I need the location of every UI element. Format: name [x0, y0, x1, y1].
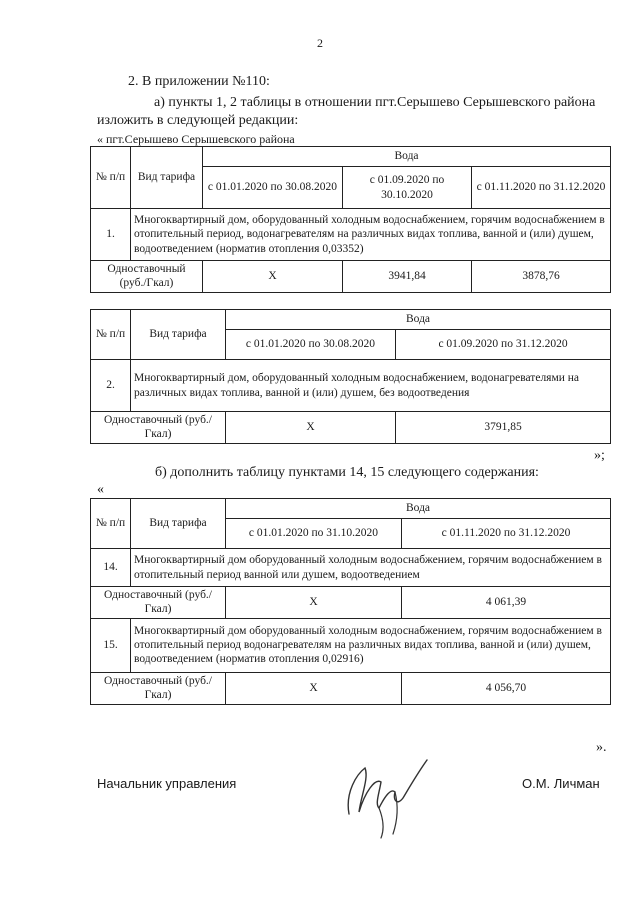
tariff-table-1	[90, 146, 611, 293]
row-1-value-3: 3878,76	[472, 261, 611, 293]
row-14-num: 14.	[91, 549, 131, 587]
signer-name: О.М. Личман	[522, 776, 600, 791]
header-water: Вода	[203, 147, 611, 167]
period-3: с 01.11.2020 по 31.12.2020	[472, 167, 611, 209]
row-2-description: Многоквартирный дом, оборудованный холодным водоснабжением, водонагревателями на различных видах топлива, ванной и (или) душем, без водоотведения	[131, 360, 611, 412]
row-2-tariff-type: Одноставочный (руб./Гкал)	[91, 412, 226, 444]
signer-title: Начальник управления	[97, 776, 237, 791]
period-1: с 01.01.2020 по 30.08.2020	[226, 330, 396, 360]
tariff-table-2	[90, 309, 611, 444]
header-num: № п/п	[91, 499, 131, 549]
handwritten-signature	[335, 752, 445, 842]
row-14-description: Многоквартирный дом оборудованный холодным водоснабжением, горячим водоснабжением в отопительный период ванной или душем, водоотведением	[131, 549, 611, 587]
period-2: с 01.09.2020 по 31.12.2020	[396, 330, 611, 360]
header-tariff: Вид тарифа	[131, 499, 226, 549]
header-water: Вода	[226, 310, 611, 330]
header-tariff: Вид тарифа	[131, 310, 226, 360]
row-14-value-2: 4 061,39	[402, 587, 611, 619]
row-1-value-2: 3941,84	[343, 261, 472, 293]
row-14-value-1: Х	[226, 587, 402, 619]
tariff-table-3	[90, 498, 611, 705]
row-2-value-2: 3791,85	[396, 412, 611, 444]
header-water: Вода	[226, 499, 611, 519]
row-15-value-1: Х	[226, 672, 402, 704]
header-tariff: Вид тарифа	[131, 147, 203, 209]
row-15-num: 15.	[91, 618, 131, 672]
period-1: с 01.01.2020 по 30.08.2020	[203, 167, 343, 209]
row-1-value-1: Х	[203, 261, 343, 293]
row-14-tariff-type: Одноставочный (руб./Гкал)	[91, 587, 226, 619]
closing-quote-2: ».	[596, 740, 607, 755]
row-1-num: 1.	[91, 209, 131, 261]
row-15-tariff-type: Одноставочный (руб./Гкал)	[91, 672, 226, 704]
period-2: с 01.09.2020 по 30.10.2020	[343, 167, 472, 209]
closing-quote-1: »;	[594, 448, 605, 463]
period-2: с 01.11.2020 по 31.12.2020	[402, 519, 611, 549]
item-b: б) дополнить таблицу пунктами 14, 15 следующего содержания:	[155, 465, 539, 480]
row-2-num: 2.	[91, 360, 131, 412]
header-num: № п/п	[91, 310, 131, 360]
row-1-description: Многоквартирный дом, оборудованный холодным водоснабжением, горячим водоснабжением в отопительный период, водонагревателям на различных видах топлива, ванной и (или) душем, водоотведением (норматив отопления 0,03352)	[131, 209, 611, 261]
item-a-line2: изложить в следующей редакции:	[97, 113, 299, 128]
row-1-tariff-type: Одноставочный (руб./Гкал)	[91, 261, 203, 293]
table1-caption: « пгт.Серышево Серышевского района	[97, 132, 295, 146]
item-a-line1: а) пункты 1, 2 таблицы в отношении пгт.Серышево Серышевского района	[154, 95, 596, 110]
item-2-heading: 2. В приложении №110:	[128, 74, 270, 89]
row-15-description: Многоквартирный дом оборудованный холодным водоснабжением, горячим водоснабжением в отопительный период водонагревателям на различных видах топлива, ванной и (или) душем, водоотведением (норматив отопления 0,02916)	[131, 618, 611, 672]
page-number: 2	[317, 36, 323, 50]
row-15-value-2: 4 056,70	[402, 672, 611, 704]
row-2-value-1: Х	[226, 412, 396, 444]
period-1: с 01.01.2020 по 31.10.2020	[226, 519, 402, 549]
opening-quote-2: «	[97, 482, 104, 497]
header-num: № п/п	[91, 147, 131, 209]
